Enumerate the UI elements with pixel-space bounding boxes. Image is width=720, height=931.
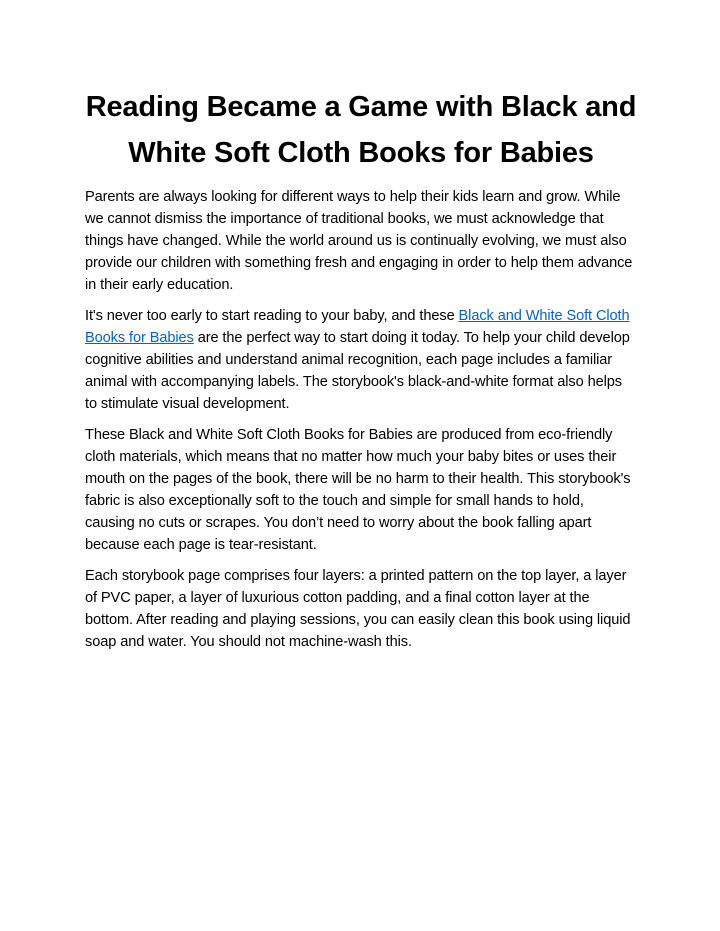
page-title: Reading Became a Game with Black and White Soft Cloth Books for Babies bbox=[85, 91, 637, 169]
paragraph-4: Each storybook page comprises four layers: a printed pattern on the top layer, a layer of PVC paper, a layer of luxurious cotton padding, and a final cotton layer at the bottom. After reading and playing sessions, you can easily clean this book using liquid soap and water. You should not machine-wash this. bbox=[85, 568, 631, 650]
paragraph-2-text-after: are the perfect way to start doing it today. To help your child develop cognitive abilities and understand animal recognition, each page includes a familiar animal with accompanying labels. The storybook's black-and-white format also helps to stimulate visual development. bbox=[85, 330, 630, 412]
document-body bbox=[85, 84, 637, 662]
paragraph-2-text-before: It's never too early to start reading to your baby, and these bbox=[85, 308, 459, 324]
paragraph-2 bbox=[85, 305, 637, 415]
product-link[interactable]: Black and White Soft Cloth Books for Babies bbox=[85, 308, 630, 346]
paragraph-1: Parents are always looking for different ways to help their kids learn and grow. While we cannot dismiss the importance of traditional books, we must acknowledge that things have changed. While the world around us is continually evolving, we must also provide our children with something fresh and engaging in order to help them advance in their early education. bbox=[85, 189, 633, 293]
paragraph-3: These Black and White Soft Cloth Books for Babies are produced from eco-friendly cloth materials, which means that no matter how much your baby bites or uses their mouth on the pages of the book, there will be no harm to their health. This storybook's fabric is also exceptionally soft to the touch and simple for small hands to hold, causing no cuts or scrapes. You don’t need to worry about the book falling apart because each page is tear-resistant. bbox=[85, 427, 631, 553]
